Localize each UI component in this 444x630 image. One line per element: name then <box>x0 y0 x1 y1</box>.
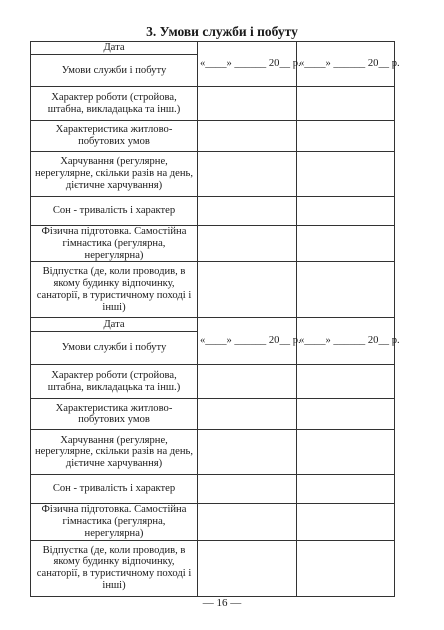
table-row <box>31 42 395 55</box>
table-row <box>31 399 395 430</box>
date-label: Дата <box>31 42 198 55</box>
entry-cell[interactable] <box>198 399 297 430</box>
entry-cell[interactable] <box>198 262 297 318</box>
nutrition-label: Харчування (регулярне, нерегулярне, скільки разів на день, дієтичне харчування) <box>31 152 198 197</box>
entry-cell[interactable] <box>297 87 395 121</box>
work-label: Характер роботи (стройова, штабна, викладацька та інш.) <box>31 87 198 121</box>
sleep-label: Сон - тривалість і характер <box>31 197 198 226</box>
table-row <box>31 152 395 197</box>
entry-cell[interactable] <box>297 365 395 399</box>
nutrition-label: Харчування (регулярне, нерегулярне, скільки разів на день, дієтичне харчування) <box>31 430 198 475</box>
entry-cell[interactable] <box>297 540 395 596</box>
table-row <box>31 540 395 596</box>
date-field[interactable]: «____» ______ 20__ р. <box>198 42 297 87</box>
physical-label: Фізична підготовка. Самостійна гімнастика (регулярна, нерегулярна) <box>31 226 198 262</box>
service-conditions-table <box>30 41 400 597</box>
table-row <box>31 262 395 318</box>
date-label: Дата <box>31 318 198 332</box>
table-row <box>31 226 395 262</box>
entry-cell[interactable] <box>198 540 297 596</box>
entry-cell[interactable] <box>297 121 395 152</box>
entry-cell[interactable] <box>198 475 297 504</box>
date-field[interactable]: «____» ______ 20__ р. <box>297 42 395 87</box>
entry-cell[interactable] <box>198 87 297 121</box>
entry-cell[interactable] <box>297 430 395 475</box>
entry-cell[interactable] <box>297 475 395 504</box>
conditions-header: Умови служби і побуту <box>31 332 198 365</box>
table-row <box>31 430 395 475</box>
sleep-label: Сон - тривалість і характер <box>31 475 198 504</box>
entry-cell[interactable] <box>198 152 297 197</box>
table-row <box>31 475 395 504</box>
work-label: Характер роботи (стройова, штабна, викладацька та інш.) <box>31 365 198 399</box>
page-title: 3. Умови служби і побуту <box>146 24 298 39</box>
table-row <box>31 197 395 226</box>
entry-cell[interactable] <box>297 197 395 226</box>
housing-label: Характеристика житлово-побутових умов <box>31 399 198 430</box>
entry-cell[interactable] <box>297 262 395 318</box>
entry-cell[interactable] <box>198 504 297 540</box>
page-number: — 16 — <box>202 597 242 609</box>
entry-cell[interactable] <box>198 121 297 152</box>
physical-label: Фізична підготовка. Самостійна гімнастика (регулярна, нерегулярна) <box>31 504 198 540</box>
table-row <box>31 121 395 152</box>
table-row <box>31 87 395 121</box>
vacation-label: Відпустка (де, коли проводив, в якому будинку відпочинку, санаторії, в туристичному поході і інші) <box>31 262 198 318</box>
housing-label: Характеристика житлово-побутових умов <box>31 121 198 152</box>
date-field[interactable]: «____» ______ 20__ р. <box>198 318 297 365</box>
date-field[interactable]: «____» ______ 20__ р. <box>297 318 395 365</box>
entry-cell[interactable] <box>198 365 297 399</box>
entry-cell[interactable] <box>198 226 297 262</box>
entry-cell[interactable] <box>297 399 395 430</box>
entry-cell[interactable] <box>297 226 395 262</box>
table-row <box>31 318 395 332</box>
vacation-label: Відпустка (де, коли проводив, в якому будинку відпочинку, санаторії, в туристичному поході і інші) <box>31 540 198 596</box>
table-row <box>31 365 395 399</box>
entry-cell[interactable] <box>198 430 297 475</box>
entry-cell[interactable] <box>198 197 297 226</box>
conditions-header: Умови служби і побуту <box>31 55 198 87</box>
table-row <box>31 504 395 540</box>
entry-cell[interactable] <box>297 504 395 540</box>
entry-cell[interactable] <box>297 152 395 197</box>
